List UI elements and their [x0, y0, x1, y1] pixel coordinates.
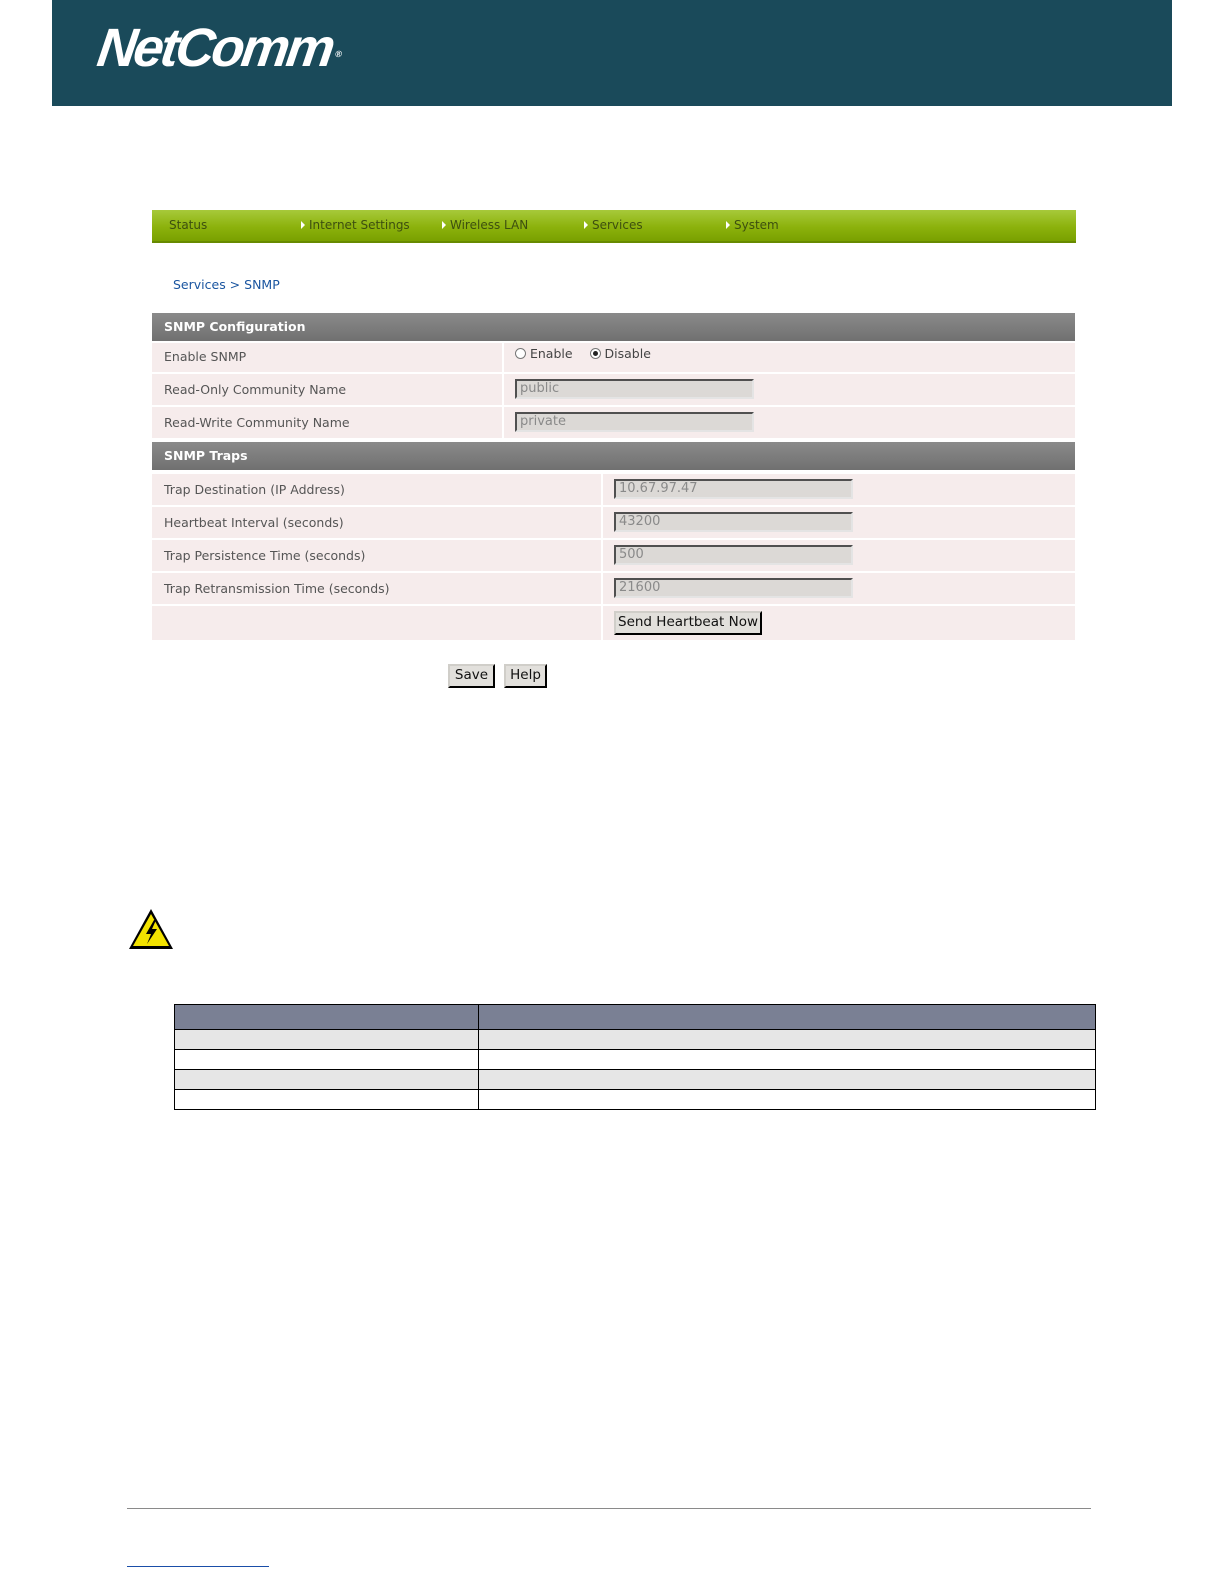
send-heartbeat-now-button[interactable]: Send Heartbeat Now	[614, 611, 762, 635]
reference-table	[174, 1004, 1096, 1110]
table-row	[175, 1050, 1096, 1070]
nav-system[interactable]: System	[726, 210, 779, 241]
nav-status[interactable]: Status	[169, 218, 208, 232]
breadcrumb: Services > SNMP	[173, 277, 280, 292]
trap-persistence-input[interactable]: 500	[614, 545, 853, 565]
heartbeat-button-row	[152, 606, 1075, 640]
trap-retransmission-row	[152, 573, 1075, 604]
read-only-community-row	[152, 374, 1075, 405]
row-divider	[601, 573, 603, 604]
trap-destination-row	[152, 474, 1075, 505]
read-write-community-row	[152, 407, 1075, 438]
heartbeat-interval-row	[152, 507, 1075, 538]
header-bar	[52, 0, 1172, 106]
footer-rule	[127, 1508, 1091, 1509]
read-write-community-input[interactable]: private	[515, 412, 754, 432]
trap-retransmission-input[interactable]: 21600	[614, 578, 853, 598]
row-divider	[601, 507, 603, 538]
enable-snmp-label: Enable SNMP	[164, 349, 247, 364]
row-divider	[601, 474, 603, 505]
row-divider	[601, 540, 603, 571]
netcomm-logo: NetComm®	[93, 18, 343, 78]
table-header-cell	[479, 1005, 1096, 1030]
nav-arrow-icon	[301, 221, 305, 229]
high-voltage-warning-icon	[127, 907, 175, 951]
trap-persistence-label: Trap Persistence Time (seconds)	[164, 548, 366, 563]
enable-snmp-radios	[515, 346, 651, 361]
enable-snmp-row	[152, 343, 1075, 372]
read-write-community-label: Read-Write Community Name	[164, 415, 350, 430]
nav-services[interactable]: Services	[584, 210, 643, 241]
row-divider	[502, 343, 504, 372]
nav-arrow-icon	[726, 221, 730, 229]
trap-persistence-row	[152, 540, 1075, 571]
footer-link-underline[interactable]	[127, 1566, 269, 1567]
nav-wireless-lan[interactable]: Wireless LAN	[442, 210, 528, 241]
disable-radio[interactable]	[590, 348, 601, 359]
heartbeat-interval-input[interactable]: 43200	[614, 512, 853, 532]
snmp-traps-header: SNMP Traps	[152, 442, 1075, 470]
top-nav	[152, 210, 1076, 243]
table-row	[175, 1030, 1096, 1050]
table-row	[175, 1070, 1096, 1090]
nav-internet-settings[interactable]: Internet Settings	[301, 210, 410, 241]
heartbeat-interval-label: Heartbeat Interval (seconds)	[164, 515, 344, 530]
row-divider	[502, 374, 504, 405]
read-only-community-label: Read-Only Community Name	[164, 382, 347, 397]
nav-arrow-icon	[584, 221, 588, 229]
trap-destination-label: Trap Destination (IP Address)	[164, 482, 345, 497]
row-divider	[502, 407, 504, 438]
table-header-cell	[175, 1005, 479, 1030]
trap-destination-input[interactable]: 10.67.97.47	[614, 479, 853, 499]
help-button[interactable]: Help	[504, 664, 547, 688]
disable-radio-label: Disable	[604, 346, 651, 361]
enable-radio[interactable]	[515, 348, 526, 359]
enable-radio-label: Enable	[529, 346, 573, 361]
trap-retransmission-label: Trap Retransmission Time (seconds)	[164, 581, 390, 596]
nav-arrow-icon	[442, 221, 446, 229]
table-row	[175, 1090, 1096, 1110]
row-divider	[601, 606, 603, 640]
save-button[interactable]: Save	[448, 664, 495, 688]
read-only-community-input[interactable]: public	[515, 379, 754, 399]
snmp-configuration-header: SNMP Configuration	[152, 313, 1075, 341]
